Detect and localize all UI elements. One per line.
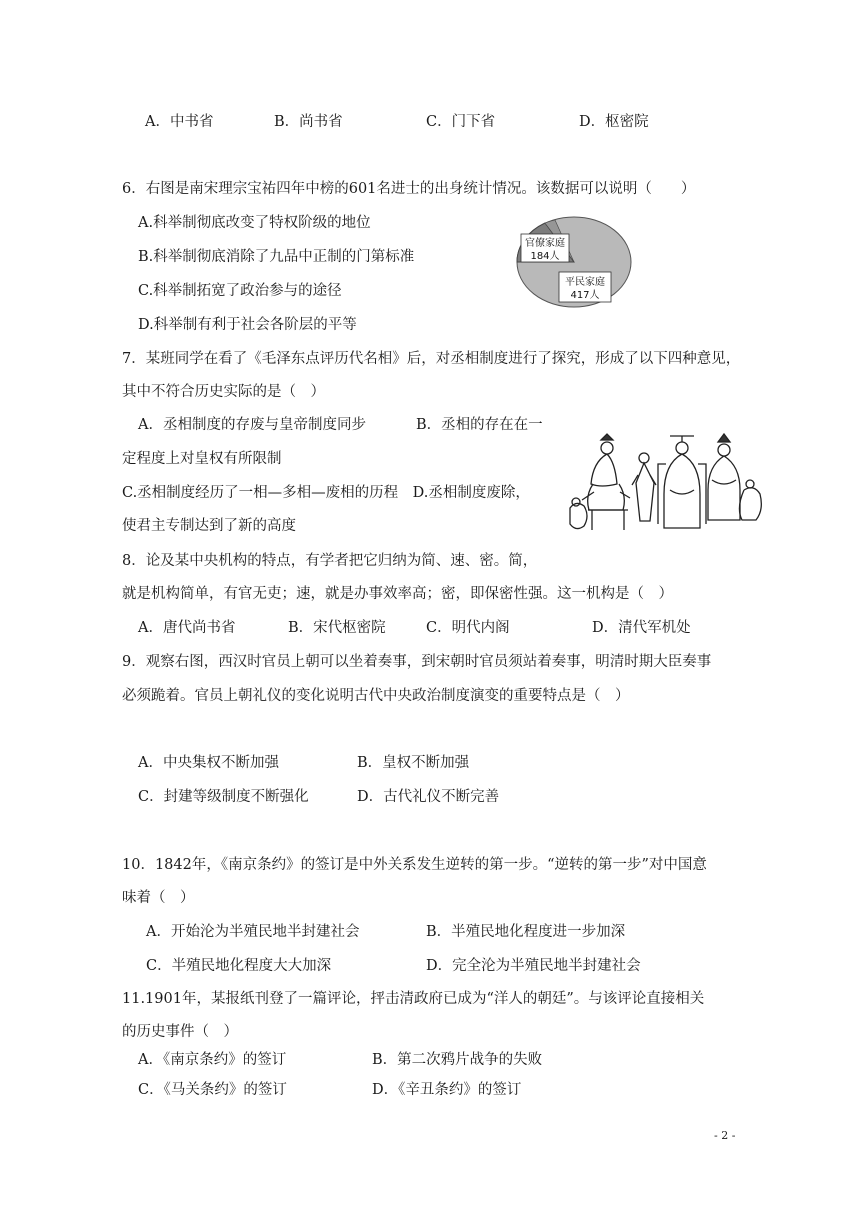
q7-option-b-cont: 定程度上对皇权有所限制 (122, 451, 282, 467)
q9-stem-line2: 必须跪着。官员上朝礼仪的变化说明古代中央政治制度演变的重要特点是（ ） (122, 688, 630, 704)
q10-stem-line1: 10．1842年，《南京条约》的签订是中外关系发生逆转的第一步。“逆转的第一步”对中国意 (122, 857, 707, 873)
q11-stem-line2: 的历史事件（ ） (122, 1024, 238, 1040)
q9-option-b: B．皇权不断加强 (357, 755, 470, 771)
q9-option-d: D．古代礼仪不断完善 (357, 789, 500, 805)
mingqing-kneeling-figures (708, 434, 761, 520)
q9-stem-line1: 9．观察右图，西汉时官员上朝可以坐着奏事，到宋朝时官员须站着奏事，明清时期大臣奏事 (122, 654, 712, 670)
han-seated-figures (570, 434, 630, 530)
q7-stem-line2: 其中不符合历史实际的是（ ） (122, 384, 325, 400)
q11-stem-line1: 11.1901年，某报纸刊登了一篇评论，抨击清政府已成为“洋人的朝廷”。与该评论直接相关 (122, 991, 705, 1007)
q6-option-a: A.科举制彻底改变了特权阶级的地位 (138, 215, 371, 231)
pie-value-official: 184人 (530, 251, 560, 262)
q5-option-a: A．中书省 (145, 114, 214, 130)
q5-option-d: D．枢密院 (579, 114, 649, 130)
q7-option-a: A．丞相制度的存废与皇帝制度同步 (138, 417, 366, 433)
q6-pie-chart (515, 214, 633, 310)
q8-option-a: A．唐代尚书省 (138, 620, 236, 636)
song-standing-figures (632, 436, 706, 528)
q8-option-b: B．宋代枢密院 (288, 620, 386, 636)
q11-option-c: C．《马关条约》的签订 (138, 1082, 287, 1098)
q6-option-d: D.科举制有利于社会各阶层的平等 (138, 317, 357, 333)
q9-option-a: A．中央集权不断加强 (138, 755, 279, 771)
q10-option-c: C．半殖民地化程度大大加深 (146, 958, 332, 974)
q8-stem-line2: 就是机构简单，有官无吏；速，就是办事效率高；密，即保密性强。这一机构是（ ） (122, 586, 673, 602)
pie-value-commoner: 417人 (570, 290, 600, 301)
q5-option-b: B．尚书省 (274, 114, 343, 130)
q8-stem-line1: 8．论及某中央机构的特点，有学者把它归纳为简、速、密。简， (122, 553, 538, 569)
page-number: - 2 - (714, 1129, 736, 1142)
pie-label-official: 官僚家庭 (525, 238, 565, 249)
q10-option-a: A．开始沦为半殖民地半封建社会 (146, 924, 360, 940)
pie-label-commoner: 平民家庭 (565, 277, 605, 288)
q7-option-c-d: C.丞相制度经历了一相—多相—废相的历程 D.丞相制度废除， (122, 485, 530, 501)
q11-option-d: D．《辛丑条约》的签订 (372, 1082, 522, 1098)
q10-stem-line2: 味着（ ） (122, 890, 195, 906)
q7-option-d-cont: 使君主专制达到了新的高度 (122, 518, 296, 534)
q7-option-b: B．丞相的存在在一 (416, 417, 543, 433)
q6-stem: 6．右图是南宋理宗宝祐四年中榜的601名进士的出身统计情况。该数据可以说明（ ） (122, 181, 696, 197)
q11-option-b: B．第二次鸦片战争的失败 (372, 1052, 543, 1068)
q6-option-b: B.科举制彻底消除了九品中正制的门第标准 (138, 249, 415, 265)
q10-option-b: B．半殖民地化程度进一步加深 (426, 924, 626, 940)
q7-stem-line1: 7．某班同学在看了《毛泽东点评历代名相》后，对丞相制度进行了探究，形成了以下四种意见， (122, 351, 741, 367)
q6-option-c: C.科举制拓宽了政治参与的途径 (138, 283, 342, 299)
q10-option-d: D．完全沦为半殖民地半封建社会 (426, 958, 641, 974)
q11-option-a: A．《南京条约》的签订 (138, 1052, 287, 1068)
q8-option-c: C．明代内阁 (426, 620, 510, 636)
q9-option-c: C．封建等级制度不断强化 (138, 789, 309, 805)
q5-option-c: C．门下省 (426, 114, 496, 130)
q8-option-d: D．清代军机处 (592, 620, 691, 636)
court-etiquette-illustration (566, 430, 766, 542)
